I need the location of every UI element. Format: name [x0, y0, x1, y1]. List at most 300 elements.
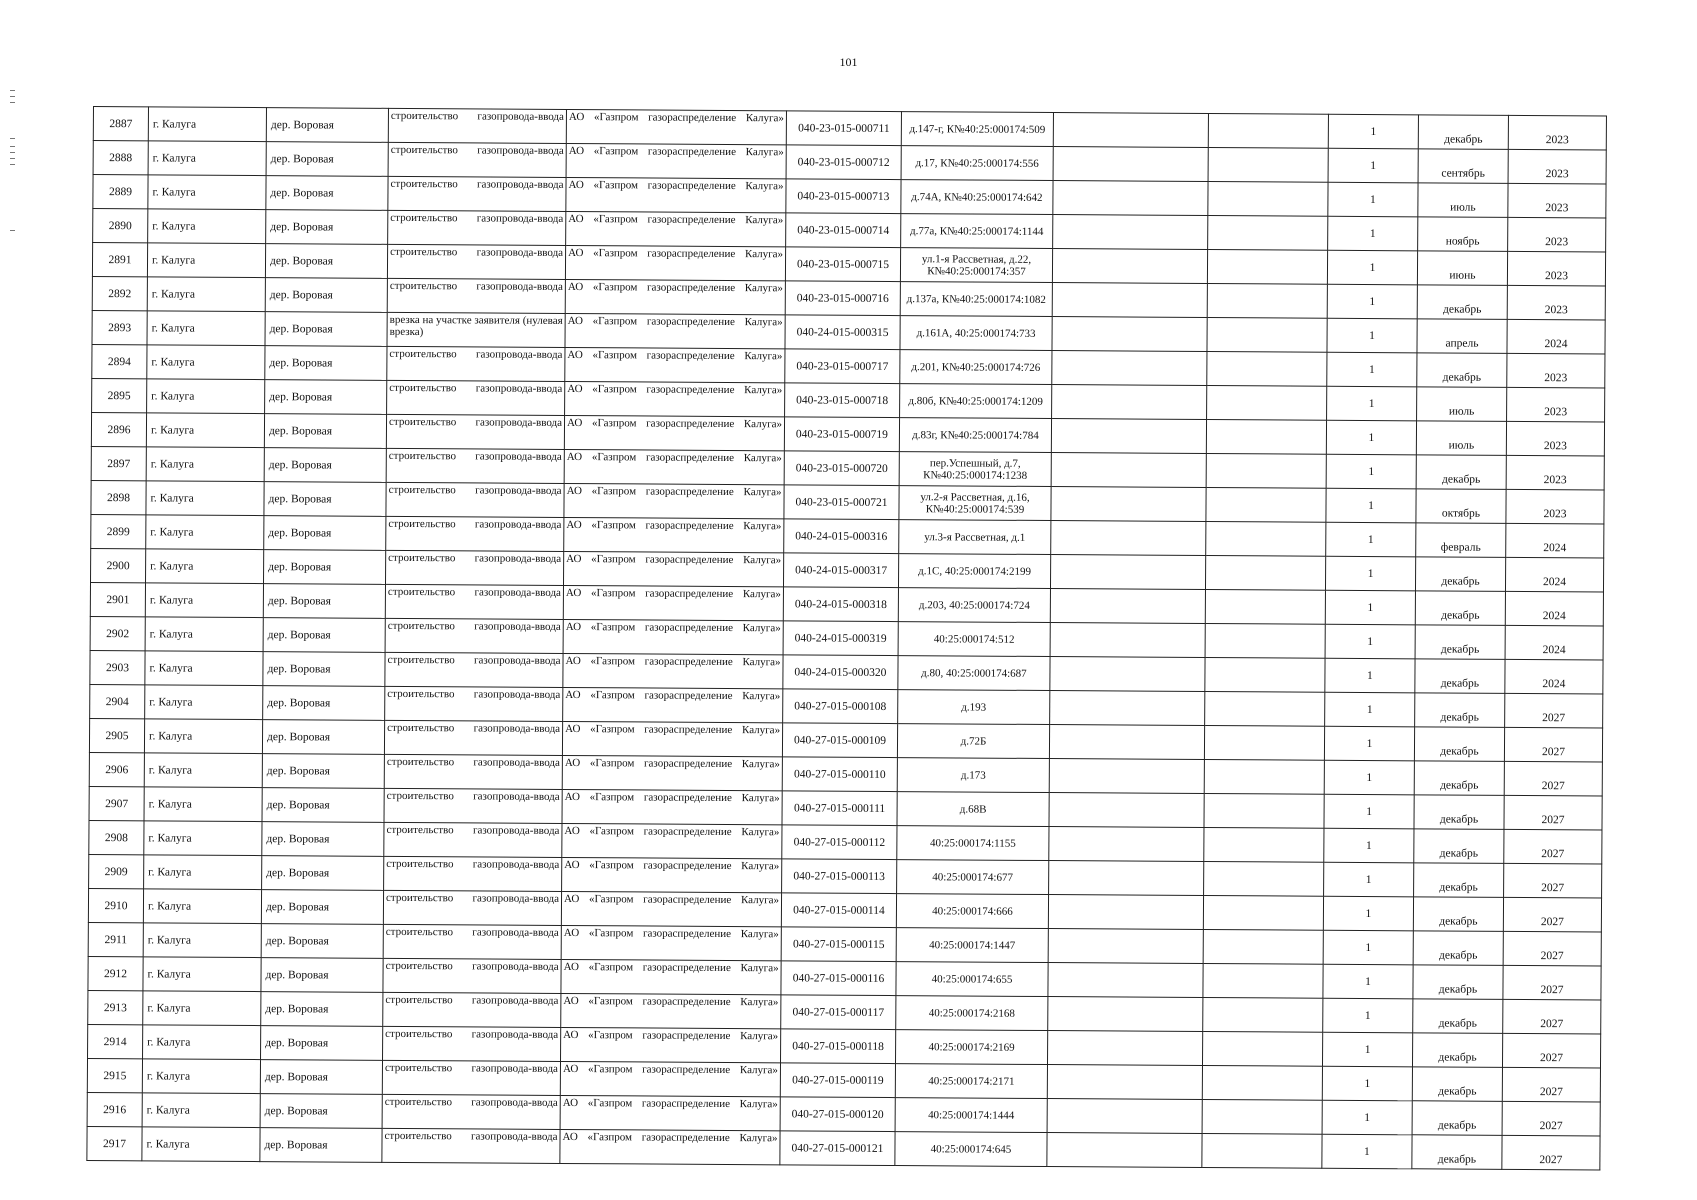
address-cell: д.68В: [897, 792, 1049, 827]
year-cell: 2027: [1502, 1033, 1600, 1068]
month-cell: декабрь: [1413, 931, 1503, 966]
village-cell: дер. Воровая: [260, 1094, 382, 1129]
organization-cell: АО «Газпром газораспределение Калуга»: [565, 381, 785, 416]
month-cell: декабрь: [1414, 795, 1504, 830]
address-cell: д.80, 40:25:000174:687: [898, 656, 1050, 691]
year-cell: 2027: [1503, 999, 1601, 1034]
empty-cell: [1053, 215, 1208, 250]
year-cell: 2024: [1506, 523, 1604, 558]
organization-cell: АО «Газпром газораспределение Калуга»: [566, 211, 786, 246]
city-cell: г. Калуга: [143, 923, 261, 958]
year-cell: 2027: [1504, 795, 1602, 830]
month-cell: апрель: [1417, 319, 1507, 354]
margin-scan-marks: [10, 80, 16, 250]
empty-cell: [1205, 556, 1325, 591]
year-cell: 2027: [1503, 897, 1601, 932]
quantity-cell: 1: [1325, 658, 1415, 693]
address-cell: д.161А, 40:25:000174:733: [900, 316, 1052, 351]
program-code-cell: 040-27-015-000111: [782, 791, 897, 826]
row-number: 2917: [87, 1126, 142, 1160]
program-code-cell: 040-23-015-000712: [786, 145, 901, 180]
empty-cell: [1206, 420, 1326, 455]
empty-cell: [1051, 453, 1206, 488]
month-cell: декабрь: [1413, 965, 1503, 1000]
month-cell: декабрь: [1416, 455, 1506, 490]
work-type-cell: строительство газопровода-ввода: [386, 414, 564, 449]
month-cell: сентябрь: [1418, 149, 1508, 184]
program-code-cell: 040-27-015-000120: [780, 1097, 895, 1132]
empty-cell: [1207, 352, 1327, 387]
empty-cell: [1208, 114, 1328, 149]
row-number: 2895: [92, 378, 147, 412]
row-number: 2907: [89, 786, 144, 820]
quantity-cell: 1: [1324, 760, 1414, 795]
city-cell: г. Калуга: [147, 379, 265, 414]
year-cell: 2023: [1508, 217, 1606, 252]
empty-cell: [1204, 725, 1324, 760]
month-cell: декабрь: [1417, 285, 1507, 320]
empty-cell: [1207, 284, 1327, 319]
village-cell: дер. Воровая: [262, 754, 384, 789]
address-cell: 40:25:000174:2169: [895, 1030, 1047, 1065]
year-cell: 2023: [1507, 251, 1605, 286]
empty-cell: [1052, 351, 1207, 386]
address-cell: 40:25:000174:1155: [897, 826, 1049, 861]
program-code-cell: 040-23-015-000716: [785, 281, 900, 316]
row-number: 2889: [93, 175, 148, 209]
empty-cell: [1051, 521, 1206, 556]
quantity-cell: 1: [1323, 964, 1413, 999]
row-number: 2890: [93, 209, 148, 243]
city-cell: г. Калуга: [146, 413, 264, 448]
empty-cell: [1051, 419, 1206, 454]
address-cell: 40:25:000174:1444: [895, 1098, 1047, 1133]
program-code-cell: 040-27-015-000110: [782, 757, 897, 792]
village-cell: дер. Воровая: [264, 482, 386, 517]
empty-cell: [1050, 589, 1205, 624]
city-cell: г. Калуга: [143, 957, 261, 992]
village-cell: дер. Воровая: [260, 1060, 382, 1095]
work-type-cell: строительство газопровода-ввода: [383, 924, 561, 959]
village-cell: дер. Воровая: [262, 720, 384, 755]
work-type-cell: строительство газопровода-ввода: [387, 346, 565, 381]
program-code-cell: 040-23-015-000719: [784, 417, 899, 452]
empty-cell: [1203, 929, 1323, 964]
empty-cell: [1206, 488, 1326, 523]
work-type-cell: строительство газопровода-ввода: [387, 278, 565, 313]
work-type-cell: строительство газопровода-ввода: [386, 516, 564, 551]
village-cell: дер. Воровая: [265, 278, 387, 313]
month-cell: декабрь: [1412, 1101, 1502, 1136]
work-type-cell: строительство газопровода-ввода: [387, 380, 565, 415]
empty-cell: [1202, 1031, 1322, 1066]
quantity-cell: 1: [1328, 114, 1418, 149]
empty-cell: [1049, 827, 1204, 862]
year-cell: 2023: [1508, 183, 1606, 218]
village-cell: дер. Воровая: [264, 414, 386, 449]
village-cell: дер. Воровая: [265, 346, 387, 381]
empty-cell: [1049, 861, 1204, 896]
empty-cell: [1207, 250, 1327, 285]
organization-cell: АО «Газпром газораспределение Калуга»: [561, 1027, 781, 1062]
village-cell: дер. Воровая: [266, 142, 388, 177]
row-number: 2909: [89, 854, 144, 888]
page-number: 101: [839, 55, 858, 69]
village-cell: дер. Воровая: [265, 244, 387, 279]
empty-cell: [1049, 793, 1204, 828]
empty-cell: [1205, 691, 1325, 726]
year-cell: 2023: [1506, 421, 1604, 456]
empty-cell: [1204, 793, 1324, 828]
empty-cell: [1205, 623, 1325, 658]
program-code-cell: 040-24-015-000315: [785, 315, 900, 350]
quantity-cell: 1: [1327, 318, 1417, 353]
program-code-cell: 040-23-015-000715: [785, 247, 900, 282]
work-type-cell: врезка на участке заявителя (нулевая врезка): [387, 312, 565, 347]
address-cell: д.72Б: [897, 724, 1049, 759]
city-cell: г. Калуга: [144, 821, 262, 856]
empty-cell: [1048, 997, 1203, 1032]
work-type-cell: строительство газопровода-ввода: [383, 1026, 561, 1061]
city-cell: г. Калуга: [144, 787, 262, 822]
empty-cell: [1208, 182, 1328, 217]
year-cell: 2024: [1507, 319, 1605, 354]
address-cell: 40:25:000174:512: [898, 622, 1050, 657]
program-code-cell: 040-27-015-000119: [780, 1063, 895, 1098]
quantity-cell: 1: [1322, 1100, 1412, 1135]
month-cell: декабрь: [1412, 1033, 1502, 1068]
village-cell: дер. Воровая: [264, 516, 386, 551]
address-cell: 40:25:000174:1447: [896, 928, 1048, 963]
organization-cell: АО «Газпром газораспределение Калуга»: [563, 585, 783, 620]
organization-cell: АО «Газпром газораспределение Калуга»: [560, 1095, 780, 1130]
city-cell: г. Калуга: [142, 1127, 260, 1162]
quantity-cell: 1: [1323, 896, 1413, 931]
empty-cell: [1049, 725, 1204, 760]
empty-cell: [1050, 555, 1205, 590]
work-type-cell: строительство газопровода-ввода: [385, 618, 563, 653]
program-code-cell: 040-23-015-000717: [785, 349, 900, 384]
city-cell: г. Калуга: [144, 719, 262, 754]
organization-cell: АО «Газпром газораспределение Калуга»: [562, 857, 782, 892]
empty-cell: [1203, 895, 1323, 930]
city-cell: г. Калуга: [146, 549, 264, 584]
city-cell: г. Калуга: [148, 209, 266, 244]
month-cell: июль: [1417, 387, 1507, 422]
city-cell: г. Калуга: [147, 345, 265, 380]
month-cell: февраль: [1416, 523, 1506, 558]
organization-cell: АО «Газпром газораспределение Калуга»: [561, 959, 781, 994]
city-cell: г. Калуга: [146, 481, 264, 516]
work-type-cell: строительство газопровода-ввода: [384, 856, 562, 891]
work-type-cell: строительство газопровода-ввода: [387, 244, 565, 279]
empty-cell: [1202, 1065, 1322, 1100]
organization-cell: АО «Газпром газораспределение Калуга»: [565, 279, 785, 314]
empty-cell: [1047, 1133, 1202, 1168]
year-cell: 2023: [1507, 285, 1605, 320]
row-number: 2903: [90, 650, 145, 684]
work-type-cell: строительство газопровода-ввода: [383, 890, 561, 925]
year-cell: 2027: [1502, 1135, 1600, 1170]
month-cell: декабрь: [1415, 557, 1505, 592]
row-number: 2901: [90, 582, 145, 616]
empty-cell: [1053, 147, 1208, 182]
program-code-cell: 040-23-015-000711: [786, 111, 901, 146]
year-cell: 2027: [1504, 761, 1602, 796]
year-cell: 2023: [1507, 387, 1605, 422]
year-cell: 2024: [1505, 625, 1603, 660]
empty-cell: [1052, 317, 1207, 352]
empty-cell: [1205, 589, 1325, 624]
month-cell: декабрь: [1415, 625, 1505, 660]
empty-cell: [1052, 249, 1207, 284]
address-cell: д.77а, К№40:25:000174:1144: [901, 214, 1053, 249]
address-cell: д.173: [897, 758, 1049, 793]
program-code-cell: 040-27-015-000115: [781, 927, 896, 962]
program-code-cell: 040-27-015-000114: [781, 893, 896, 928]
program-code-cell: 040-27-015-000108: [783, 689, 898, 724]
quantity-cell: 1: [1328, 216, 1418, 251]
program-code-cell: 040-23-015-000721: [784, 485, 899, 520]
village-cell: дер. Воровая: [265, 380, 387, 415]
empty-cell: [1048, 895, 1203, 930]
table-sheet: [86, 106, 1606, 1170]
village-cell: дер. Воровая: [262, 856, 384, 891]
year-cell: 2024: [1505, 557, 1603, 592]
quantity-cell: 1: [1327, 386, 1417, 421]
quantity-cell: 1: [1323, 998, 1413, 1033]
quantity-cell: 1: [1327, 352, 1417, 387]
quantity-cell: 1: [1326, 522, 1416, 557]
empty-cell: [1048, 963, 1203, 998]
organization-cell: АО «Газпром газораспределение Калуга»: [561, 993, 781, 1028]
organization-cell: АО «Газпром газораспределение Калуга»: [565, 245, 785, 280]
village-cell: дер. Воровая: [264, 448, 386, 483]
program-code-cell: 040-27-015-000121: [780, 1131, 895, 1166]
city-cell: г. Калуга: [143, 889, 261, 924]
work-type-cell: строительство газопровода-ввода: [385, 584, 563, 619]
village-cell: дер. Воровая: [263, 686, 385, 721]
empty-cell: [1206, 522, 1326, 557]
quantity-cell: 1: [1322, 1032, 1412, 1067]
village-cell: дер. Воровая: [263, 584, 385, 619]
work-type-cell: строительство газопровода-ввода: [383, 992, 561, 1027]
village-cell: дер. Воровая: [261, 924, 383, 959]
quantity-cell: 1: [1325, 590, 1415, 625]
row-number: 2910: [88, 888, 143, 922]
empty-cell: [1207, 386, 1327, 421]
year-cell: 2027: [1503, 931, 1601, 966]
month-cell: декабрь: [1414, 863, 1504, 898]
empty-cell: [1207, 318, 1327, 353]
month-cell: декабрь: [1412, 1067, 1502, 1102]
quantity-cell: 1: [1326, 488, 1416, 523]
address-cell: 40:25:000174:677: [897, 860, 1049, 895]
village-cell: дер. Воровая: [265, 312, 387, 347]
city-cell: г. Калуга: [145, 651, 263, 686]
empty-cell: [1051, 487, 1206, 522]
work-type-cell: строительство газопровода-ввода: [388, 142, 566, 177]
year-cell: 2023: [1506, 455, 1604, 490]
quantity-cell: 1: [1325, 692, 1415, 727]
village-cell: дер. Воровая: [262, 788, 384, 823]
work-type-cell: строительство газопровода-ввода: [382, 1094, 560, 1129]
city-cell: г. Калуга: [148, 175, 266, 210]
city-cell: г. Калуга: [143, 991, 261, 1026]
work-type-cell: строительство газопровода-ввода: [385, 686, 563, 721]
empty-cell: [1204, 759, 1324, 794]
program-code-cell: 040-27-015-000118: [781, 1029, 896, 1064]
city-cell: г. Калуга: [143, 1025, 261, 1060]
quantity-cell: 1: [1328, 148, 1418, 183]
row-number: 2893: [92, 310, 147, 344]
month-cell: декабрь: [1415, 591, 1505, 626]
city-cell: г. Калуга: [146, 447, 264, 482]
work-type-cell: строительство газопровода-ввода: [382, 1128, 560, 1163]
address-cell: 40:25:000174:2171: [895, 1064, 1047, 1099]
program-code-cell: 040-24-015-000319: [783, 621, 898, 656]
year-cell: 2027: [1502, 1101, 1600, 1136]
address-cell: д.80б, К№40:25:000174:1209: [900, 384, 1052, 419]
organization-cell: АО «Газпром газораспределение Калуга»: [565, 313, 785, 348]
year-cell: 2024: [1505, 591, 1603, 626]
quantity-cell: 1: [1324, 794, 1414, 829]
row-number: 2898: [91, 480, 146, 514]
empty-cell: [1202, 1099, 1322, 1134]
month-cell: октябрь: [1416, 489, 1506, 524]
organization-cell: АО «Газпром газораспределение Калуга»: [564, 483, 784, 518]
quantity-cell: 1: [1323, 930, 1413, 965]
program-code-cell: 040-23-015-000713: [786, 179, 901, 214]
quantity-cell: 1: [1324, 726, 1414, 761]
row-number: 2902: [90, 616, 145, 650]
year-cell: 2027: [1503, 965, 1601, 1000]
work-type-cell: строительство газопровода-ввода: [384, 720, 562, 755]
year-cell: 2023: [1507, 353, 1605, 388]
organization-cell: АО «Газпром газораспределение Калуга»: [565, 347, 785, 382]
village-cell: дер. Воровая: [261, 1026, 383, 1061]
address-cell: 40:25:000174:655: [896, 962, 1048, 997]
quantity-cell: 1: [1328, 182, 1418, 217]
empty-cell: [1204, 827, 1324, 862]
work-type-cell: строительство газопровода-ввода: [382, 1060, 560, 1095]
month-cell: декабрь: [1414, 829, 1504, 864]
city-cell: г. Калуга: [147, 277, 265, 312]
organization-cell: АО «Газпром газораспределение Калуга»: [566, 143, 786, 178]
quantity-cell: 1: [1325, 556, 1415, 591]
row-number: 2914: [88, 1024, 143, 1058]
organization-cell: АО «Газпром газораспределение Калуга»: [566, 109, 786, 144]
city-cell: г. Калуга: [146, 515, 264, 550]
empty-cell: [1053, 113, 1208, 148]
organization-cell: АО «Газпром газораспределение Калуга»: [563, 687, 783, 722]
organization-cell: АО «Газпром газораспределение Калуга»: [560, 1129, 780, 1164]
work-type-cell: строительство газопровода-ввода: [388, 176, 566, 211]
village-cell: дер. Воровая: [263, 618, 385, 653]
row-number: 2911: [88, 922, 143, 956]
month-cell: июнь: [1417, 251, 1507, 286]
organization-cell: АО «Газпром газораспределение Калуга»: [563, 619, 783, 654]
year-cell: 2023: [1506, 489, 1604, 524]
address-cell: д.137а, К№40:25:000174:1082: [900, 282, 1052, 317]
empty-cell: [1047, 1031, 1202, 1066]
empty-cell: [1203, 997, 1323, 1032]
village-cell: дер. Воровая: [266, 176, 388, 211]
address-cell: д.203, 40:25:000174:724: [898, 588, 1050, 623]
organization-cell: АО «Газпром газораспределение Калуга»: [562, 721, 782, 756]
organization-cell: АО «Газпром газораспределение Калуга»: [562, 755, 782, 790]
address-cell: 40:25:000174:666: [896, 894, 1048, 929]
row-number: 2905: [89, 718, 144, 752]
address-cell: ул.1-я Рассветная, д.22, К№40:25:000174:357: [900, 248, 1052, 283]
program-code-cell: 040-27-015-000112: [782, 825, 897, 860]
quantity-cell: 1: [1326, 420, 1416, 455]
quantity-cell: 1: [1324, 828, 1414, 863]
address-cell: 40:25:000174:645: [895, 1132, 1047, 1167]
city-cell: г. Калуга: [147, 243, 265, 278]
program-code-cell: 040-27-015-000113: [782, 859, 897, 894]
program-code-cell: 040-24-015-000317: [783, 553, 898, 588]
address-cell: пер.Успешный, д.7, К№40:25:000174:1238: [899, 452, 1051, 487]
empty-cell: [1053, 181, 1208, 216]
work-type-cell: строительство газопровода-ввода: [388, 108, 566, 143]
gas-connection-table: [86, 106, 1607, 1170]
address-cell: ул.2-я Рассветная, д.16, К№40:25:000174:539: [899, 486, 1051, 521]
row-number: 2888: [93, 141, 148, 175]
program-code-cell: 040-27-015-000117: [781, 995, 896, 1030]
address-cell: д.83г, К№40:25:000174:784: [899, 418, 1051, 453]
year-cell: 2024: [1505, 659, 1603, 694]
empty-cell: [1050, 657, 1205, 692]
work-type-cell: строительство газопровода-ввода: [384, 788, 562, 823]
empty-cell: [1049, 759, 1204, 794]
program-code-cell: 040-27-015-000116: [781, 961, 896, 996]
address-cell: д.193: [898, 690, 1050, 725]
empty-cell: [1202, 1133, 1322, 1168]
work-type-cell: строительство газопровода-ввода: [386, 448, 564, 483]
program-code-cell: 040-24-015-000318: [783, 587, 898, 622]
month-cell: декабрь: [1414, 727, 1504, 762]
village-cell: дер. Воровая: [266, 210, 388, 245]
city-cell: г. Калуга: [148, 107, 266, 142]
row-number: 2916: [87, 1092, 142, 1126]
address-cell: д.1С, 40:25:000174:2199: [898, 554, 1050, 589]
village-cell: дер. Воровая: [264, 550, 386, 585]
year-cell: 2023: [1508, 149, 1606, 184]
address-cell: д.147-г, К№40:25:000174:509: [901, 112, 1053, 147]
month-cell: декабрь: [1413, 897, 1503, 932]
quantity-cell: 1: [1325, 624, 1415, 659]
year-cell: 2023: [1508, 115, 1606, 150]
organization-cell: АО «Газпром газораспределение Калуга»: [561, 925, 781, 960]
row-number: 2892: [92, 276, 147, 310]
village-cell: дер. Воровая: [266, 108, 388, 143]
quantity-cell: 1: [1322, 1066, 1412, 1101]
quantity-cell: 1: [1324, 862, 1414, 897]
city-cell: г. Калуга: [142, 1059, 260, 1094]
program-code-cell: 040-23-015-000718: [785, 383, 900, 418]
month-cell: декабрь: [1413, 999, 1503, 1034]
work-type-cell: строительство газопровода-ввода: [385, 652, 563, 687]
city-cell: г. Калуга: [147, 311, 265, 346]
city-cell: г. Калуга: [145, 685, 263, 720]
year-cell: 2027: [1505, 693, 1603, 728]
empty-cell: [1047, 1065, 1202, 1100]
row-number: 2908: [89, 820, 144, 854]
empty-cell: [1204, 861, 1324, 896]
year-cell: 2027: [1504, 863, 1602, 898]
program-code-cell: 040-24-015-000316: [784, 519, 899, 554]
